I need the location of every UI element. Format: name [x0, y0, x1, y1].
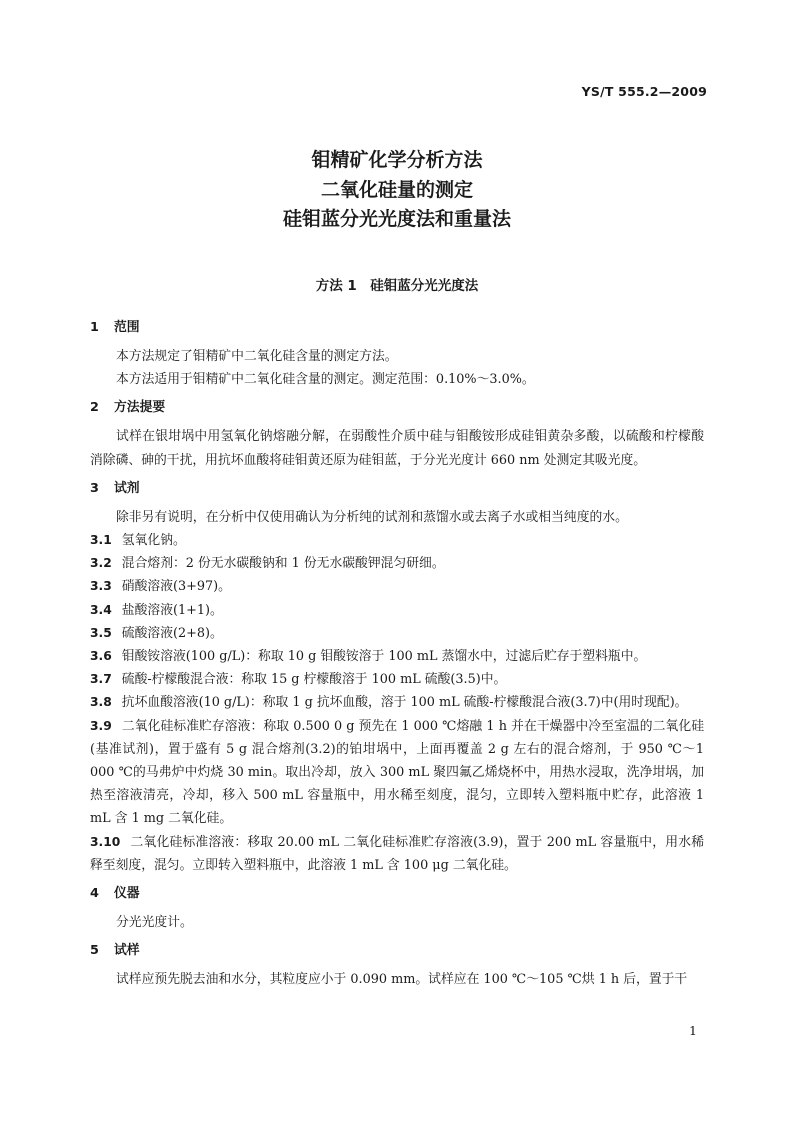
item-number: 3.7 [90, 672, 112, 687]
item-text: 硝酸溶液(3+97)。 [121, 579, 231, 595]
paragraph: 分光光度计。 [116, 915, 193, 931]
list-item [90, 645, 704, 668]
section-number: 4 [90, 886, 99, 902]
section-number: 1 [90, 320, 99, 335]
list-item [90, 715, 704, 831]
item-number: 3.3 [90, 579, 112, 594]
paragraph: 试样在银坩埚中用氢氧化钠熔融分解，在弱酸性介质中硅与钼酸铵形成硅钼黄杂多酸，以硫酸和柠檬酸消除磷、砷的干扰，用抗坏血酸将硅钼黄还原为硅钼蓝，于分光光度计 660 nm 处测定其吸光度。 [90, 429, 704, 468]
title-line-2: 二氧化硅量的测定 [320, 178, 473, 201]
section-number: 2 [90, 400, 99, 416]
document-body [90, 316, 704, 996]
section-apparatus [90, 882, 704, 934]
section-title: 试样 [114, 943, 140, 959]
list-item [90, 575, 704, 598]
paragraph: 试样应预先脱去油和水分，其粒度应小于 0.090 mm。试样应在 100 ℃～105 ℃烘 1 h 后，置于干 [116, 972, 688, 988]
section-heading [90, 939, 704, 962]
method-title: 方法 1 硅钼蓝分光光度法 [315, 278, 479, 294]
item-text: 抗坏血酸溶液(10 g/L)：称取 1 g 抗坏血酸，溶于 100 mL 硫酸-柠檬酸混合液(3.7)中(用时现配)。 [121, 695, 688, 711]
list-item [90, 668, 704, 691]
section-principle [90, 396, 704, 471]
item-text: 硫酸-柠檬酸混合液：称取 15 g 柠檬酸溶于 100 mL 硫酸(3.5)中。 [121, 672, 507, 688]
section-sample [90, 939, 704, 991]
item-number: 3.2 [90, 556, 112, 571]
section-heading [90, 882, 704, 905]
section-title: 仪器 [114, 886, 140, 902]
item-number: 3.6 [90, 649, 112, 664]
item-number: 3.8 [90, 695, 112, 710]
item-text: 二氧化硅标准贮存溶液：称取 0.500 0 g 预先在 1 000 ℃熔融 1 h 并在干燥器中冷至室温的二氧化硅(基准试剂)，置于盛有 5 g 混合熔剂(3.2)的铂坩埚中，上面再覆盖 2 g 左右的混合熔剂，于 950 ℃～1 000 ℃的马弗炉中灼烧 30 min。取出冷却，放入 300 mL 聚四氟乙烯烧杯中，用热水浸取，洗净坩埚，加热至溶液清亮，冷却，移入 500 mL 容量瓶中，用水稀至刻度，混匀，立即转入塑料瓶中贮存，此溶液 1 mL 含 1 mg 二氧化硅。 [90, 718, 704, 827]
item-number: 3.5 [90, 625, 112, 640]
section-heading [90, 477, 704, 500]
paragraph: 除非另有说明，在分析中仅使用确认为分析纯的试剂和蒸馏水或去离子水或相当纯度的水。 [116, 509, 628, 525]
document-title [0, 146, 794, 235]
section-reagents [90, 477, 704, 877]
section-title: 方法提要 [114, 400, 166, 416]
paragraph: 本方法规定了钼精矿中二氧化硅含量的测定方法。 [116, 349, 398, 364]
item-number: 3.4 [90, 602, 112, 617]
section-title: 试剂 [114, 480, 140, 496]
item-text: 氢氧化钠。 [121, 533, 186, 549]
page-number: 1 [689, 1023, 697, 1038]
list-item [90, 622, 704, 645]
section-heading [90, 316, 704, 339]
list-item [90, 831, 704, 877]
title-line-3: 硅钼蓝分光光度法和重量法 [282, 208, 511, 230]
section-number: 5 [90, 943, 99, 959]
item-text: 钼酸铵溶液(100 g/L)：称取 10 g 钼酸铵溶于 100 mL 蒸馏水中，过滤后贮存于塑料瓶中。 [121, 649, 647, 665]
list-item [90, 691, 704, 714]
section-scope [90, 316, 704, 391]
title-line-1: 钼精矿化学分析方法 [311, 149, 483, 171]
standard-code: YS/T 555.2—2009 [581, 84, 707, 99]
list-item [90, 552, 704, 575]
item-text: 硫酸溶液(2+8)。 [121, 625, 223, 641]
item-text: 盐酸溶液(1+1)。 [121, 602, 223, 618]
list-item [90, 599, 704, 622]
item-text: 混合熔剂：2 份无水碳酸钠和 1 份无水碳酸钾混匀研细。 [121, 556, 445, 572]
item-number: 3.1 [90, 533, 112, 548]
section-number: 3 [90, 480, 99, 496]
item-number: 3.9 [90, 718, 112, 733]
list-item [90, 529, 704, 552]
section-title: 范围 [114, 320, 140, 335]
item-number: 3.10 [90, 834, 121, 849]
item-text: 二氧化硅标准溶液：移取 20.00 mL 二氧化硅标准贮存溶液(3.9)，置于 200 mL 容量瓶中，用水稀释至刻度，混匀。立即转入塑料瓶中，此溶液 1 mL 含 100 μg 二氧化硅。 [90, 834, 704, 873]
paragraph: 本方法适用于钼精矿中二氧化硅含量的测定。测定范围：0.10%～3.0%。 [116, 372, 535, 388]
section-heading [90, 396, 704, 419]
